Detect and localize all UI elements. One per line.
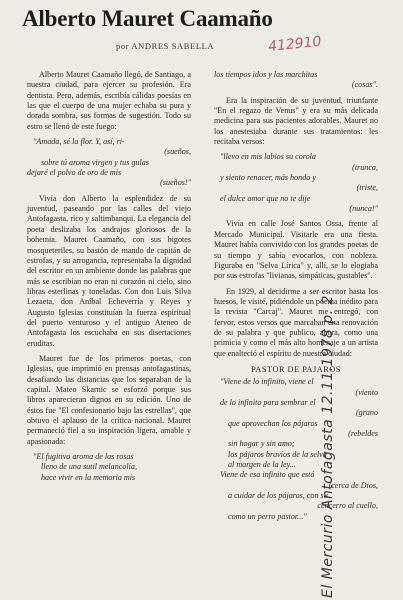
verse-line: (triste, [356, 183, 378, 193]
verse-line: dejaré el polvo de oro de mis [27, 168, 122, 178]
paragraph: Vivía don Alberto la esplendidez de su juventud, paseando por las calles del viejo Antofagasta, rico y saltimbanqui. La elegancia del poeta deslizaba los andrajos gloriosos de la bohemia. Mauret Caamaño, con sus bigotes mosqueteriles, su bastón de mando de capitán de estrofas, y su arrogancia, representaba la dignidad del escritor en un ambiente donde las palabras que más se escribían no eran ni corazón ni cielo, sino libras esterlinas y toneladas. Con don Luis Silva Lezaeta, don Aníbal Echeverría y Reyes y Augusto Iglesias constituían la fuerza espiritual del puerto venturoso y el antiguo Ateneo de Antofagasta los escuchaba en sus disertaciones eruditas. [27, 193, 191, 348]
verse-line: (trunca, [352, 162, 378, 172]
verse-line: "El fugitivo aroma de las rosas [33, 452, 134, 462]
poem-block [214, 377, 378, 522]
verse-line: sin hogar y sin amo; [228, 439, 295, 449]
verse-line: (rebeldes [348, 429, 378, 438]
verse-line: el dulce amor que no te dije [220, 193, 311, 203]
verse-line: (nunca!" [349, 204, 378, 214]
verse-line: de lo infinito para sembrar el [220, 397, 316, 407]
paragraph: En 1929, al decidirme a ser escritor hasta los huesos, le visité, pidiéndole un poema inédito para la revista "Carcaj". Mauret me entregó, con fervor, estos versos que marcaban una renovación de su palabra y que publico, ahora, como una primicia y como el más alto homenaje a un artista que enalteció el espíritu de nuestra ciudad: [214, 286, 378, 358]
verse-line: "llevo en mis labios su corola [220, 152, 316, 162]
verse-line: que aprovechan los pájaros [228, 418, 318, 428]
verse-line: (cosas". [351, 80, 378, 90]
verse-line: a cuidar de los pájaros, con su [228, 491, 328, 501]
handwritten-source-note: El Mercurio Antofagasta 12.11.1978 p. 2 [320, 295, 336, 598]
handwritten-catalog-number: 412910 [267, 33, 323, 56]
verse-line: (viento [355, 387, 378, 397]
verse-line: hace vivir en la memoria mis [41, 472, 136, 482]
verse-line: (sueños, [164, 147, 191, 157]
verse-block [214, 152, 378, 214]
verse-line: (cerca de Dios, [328, 480, 378, 490]
verse-block [214, 70, 378, 91]
paragraph: Mauret fue de los primeros poetas, con Iglesias, que imprimió en prensas antofagastinas, desafiando las distancias que los separaban de la capital. Mateo Skarnic se esforzó porque sus libros aparecieran dignos en su edición. Uno de éstos fue "El confesionario bajo las estrellas", que obtuvo el aplauso de la crítica nacional. Mauret permaneció fiel a su inspiración ligera, amable y apasionada: [27, 353, 191, 446]
verse-line: y siento renacer, más hondo y [220, 173, 316, 183]
poem-title: PASTOR DE PAJAROS [251, 364, 341, 374]
verse-line: los tiempos idos y las marchitas [214, 70, 318, 79]
right-column [214, 70, 378, 527]
verse-line: Viene de esa infinito que está [220, 470, 315, 480]
verse-block [27, 137, 191, 189]
article-title: Alberto Mauret Caamaño [22, 6, 273, 31]
verse-block [27, 452, 191, 483]
article-byline: por ANDRES SABELLA [116, 41, 215, 51]
verse-line: como un perro pastor..." [228, 511, 307, 521]
paragraph: Alberto Mauret Caamaño llegó, de Santiago, a nuestra ciudad, para ejercer su profesión. Era dentista. Pero, además, escribía cálidas poesías en las que el cuerpo de una mujer echaba su pura y dorada sombra, sus formas de sugestión. Todo su estro se llenó de este fuego: [27, 70, 191, 131]
verse-line: (grano [355, 408, 378, 418]
left-column [27, 70, 191, 488]
verse-line: "Amada, sé la flor. Y, así, ri- [33, 137, 125, 147]
paragraph: Era la inspiración de su juventud, triunfante "En el regazo de Venus" y era su más delicada medicina para sus pacientes adorables. Mauret no los anestesiaba durante sus tratamientos: les recitaba versos: [214, 95, 378, 147]
verse-line: cencerro al cuello, [317, 501, 378, 511]
verse-line: sobre tú aroma virgen y tus gulas [41, 157, 149, 167]
verse-line: "Viene de lo infinito, viene el [220, 377, 314, 387]
paragraph: Vivía en calle José Santos Ossa, frente al Mercado Municipal. Visitarle era una fiesta. Mauret había convivido con los grandes poetas de su tiempo y sabía evocarlos, con nobleza. Figuraba en "Selva Lírica" y, allí, se lo elogiaba por sus estrofas "livianas, simpáticas, gustables". [214, 219, 378, 281]
verse-line: lleno de una sutil melancolía, [41, 462, 137, 472]
verse-line: al margen de la ley... [228, 460, 296, 470]
verse-line: (sueños!" [160, 178, 191, 188]
verse-line: los pájaros bravíos de la selva [228, 449, 327, 459]
